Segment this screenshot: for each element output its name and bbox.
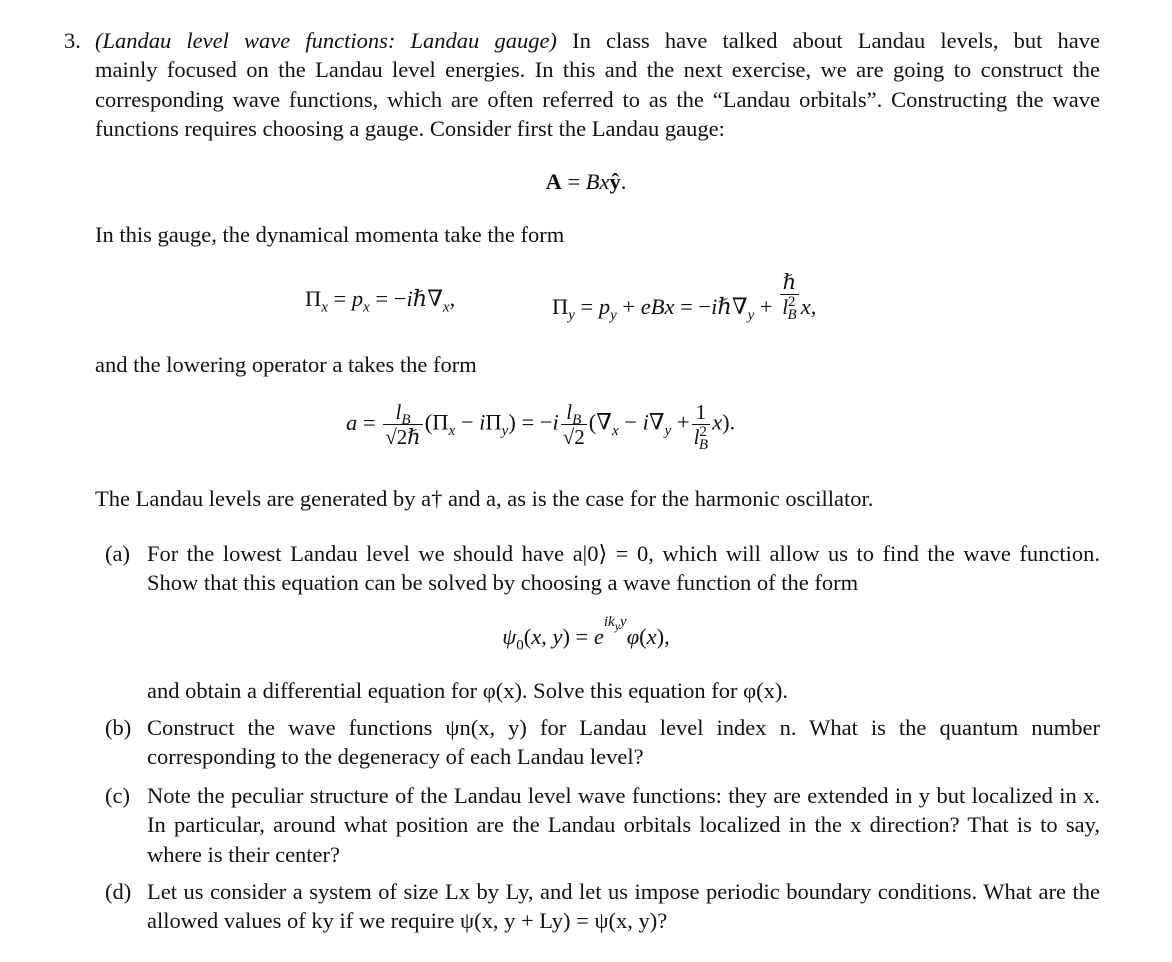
lowering-intro-text: and the lowering operator a takes the form <box>95 352 477 377</box>
part-a-text-block <box>147 539 1100 598</box>
part-a-after-text: and obtain a differential equation for φ(x). Solve this equation for φ(x). <box>147 678 788 703</box>
part-a-equation: $\psi_0(x$, $y) = e^{ik_yy}\varphi(x)$, <box>502 613 670 654</box>
lowering-intro <box>95 350 1100 379</box>
lowering-equation: a = $\frac{l_B}{\text{√2ℏ}}$ $(\Pi_x - i\Pi_y) = -i$ $\frac{l_B}{√2}$ ($\nabla_x - i\nabla_y$ + $\frac{1}{l^2_B}$ x). <box>346 400 736 454</box>
part-b-label: (b) <box>105 715 132 740</box>
momenta-intro-text: In this gauge, the dynamical momenta take the form <box>95 222 565 247</box>
part-b-text-block <box>147 713 1100 772</box>
part-a-after-block <box>147 676 1100 705</box>
problem-number: 3. <box>64 28 81 53</box>
part-d-label: (d) <box>105 879 132 904</box>
pi-x-equation: $\Pi_x = p_x$ = $-i\hbar\nabla_x$, <box>305 286 456 316</box>
part-c-text: Note the peculiar structure of the Landau level wave functions: they are extended in y but localized in x. In particular, around what position are the Landau orbitals localized in the x direction? That is to say, where is their center? <box>147 783 1100 867</box>
problem-intro <box>95 26 1100 144</box>
part-a-label: (a) <box>105 541 130 566</box>
part-d-text-block <box>147 877 1100 936</box>
intro-line-1: In class have talked about Landau levels, but have <box>572 28 1101 53</box>
problem-title: (Landau level wave functions: Landau gauge) <box>95 28 557 53</box>
part-a-text: For the lowest Landau level we should have a|0⟩ = 0, which will allow us to find the wave function. Show that this equation can be solved by choosing a wave function of the form <box>147 541 1100 596</box>
generated-statement <box>95 484 1100 513</box>
part-d-text: Let us consider a system of size Lx by Ly, and let us impose periodic boundary conditions. What are the allowed values of ky if we require ψ(x, y + Ly) = ψ(x, y)? <box>147 879 1100 934</box>
intro-rest: mainly focused on the Landau level energies. In this and the next exercise, we are going to construct the corresponding wave functions, which are often referred to as the “Landau orbitals”. Constructing the wave functions requires choosing a gauge. Consider first the Landau gauge: <box>95 57 1100 142</box>
part-c-text-block <box>147 781 1100 869</box>
gauge-equation: A = Bxŷ. <box>545 169 627 194</box>
pi-y-equation: $\Pi_y = p_y$ + eBx = $-i\hbar\nabla_y$ + $\frac{\text{ℏ}}{l^2_B}$ x, <box>552 270 817 324</box>
momenta-intro <box>95 220 1100 249</box>
generated-text: The Landau levels are generated by a† and a, as is the case for the harmonic oscillator. <box>95 486 874 511</box>
intro-first-line <box>95 26 1100 55</box>
part-c-label: (c) <box>105 783 130 808</box>
part-b-text: Construct the wave functions ψn(x, y) for Landau level index n. What is the quantum number corresponding to the degeneracy of each Landau level? <box>147 715 1100 770</box>
